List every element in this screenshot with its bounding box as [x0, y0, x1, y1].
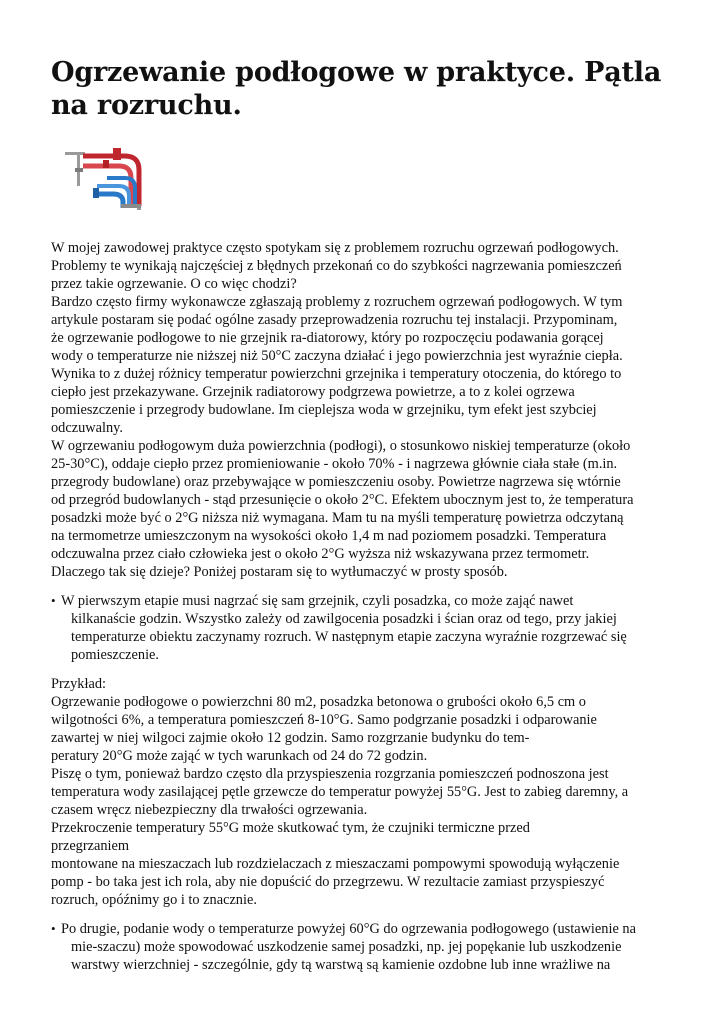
paragraph [51, 239, 675, 581]
text-line: posadzki może być o 2°G niższa niż wymagana. Mam tu na myśli temperaturę powietrza odczytaną [51, 510, 624, 526]
text-line: W mojej zawodowej praktyce często spotykam się z problemem rozruchu ogrzewań podłogowych. [51, 240, 619, 256]
article-body [51, 239, 675, 974]
text-line: ciepło jest przekazywane. Grzejnik radiatorowy podgrzewa powietrze, a to z kolei ogrzewa [51, 384, 575, 400]
text-line: od przegród budowlanych - stąd przesunięcie o około 2°C. Efektem ubocznym jest to, że temperatura [51, 492, 634, 508]
pipes-heating-icon [63, 146, 157, 212]
list-item [51, 920, 675, 974]
text-line: przegrody budowlane) oraz przebywające w pomieszczeniu osoby. Powietrze nagrzewa się wtórnie [51, 474, 621, 490]
bullet-icon: • [51, 921, 56, 936]
list-item-line: temperaturze obiektu zaczynamy rozruch. W następnym etapie zaczyna wyraźnie rozgrzewać się [71, 629, 627, 645]
text-line: W ogrzewaniu podłogowym duża powierzchnia (podłogi), o stosunkowo niskiej temperaturze (około [51, 438, 631, 454]
text-line: rozruch, opóźnimy go i to znacznie. [51, 892, 257, 908]
text-line: odczuwalny. [51, 420, 123, 436]
paragraph [51, 675, 675, 909]
text-line: artykule postaram się podać ogólne zasady przeprowadzenia rozruchu tej instalacji. Przypominam, [51, 312, 618, 328]
text-line: odczuwalna przez ciało człowieka jest o około 2°G wyższa niż wskazywana przez termometr. [51, 546, 590, 562]
text-line: Przekroczenie temperatury 55°G może skutkować tym, że czujniki termiczne przed [51, 820, 530, 836]
text-line: Dlaczego tak się dzieje? Poniżej postaram się to wytłumaczyć w prosty sposób. [51, 564, 508, 580]
text-line: 25-30°C), oddaje ciepło przez promieniowanie - około 70% - i nagrzewa głównie ciała stałe (m.in. [51, 456, 618, 472]
page-title: Ogrzewanie podłogowe w praktyce. Pątla na rozruchu. [51, 57, 662, 121]
text-line: wody o temperaturze nie niższej niż 50°C zaczyna działać i jego powierzchnia jest wyraźnie ciepła. [51, 348, 623, 364]
text-line: Bardzo często firmy wykonawcze zgłaszają problemy z rozruchem ogrzewań podłogowych. W tym [51, 294, 623, 310]
bullet-icon: • [51, 593, 56, 608]
text-line: peratury 20°G może zająć w tych warunkach od 24 do 72 godzin. [51, 748, 428, 764]
text-line: że ogrzewanie podłogowe to nie grzejnik ra-diatorowy, który po rozpoczęciu podawania gorącej [51, 330, 604, 346]
text-line: pomieszczenie i przegrody budowlane. Im cieplejsza woda w grzejniku, tym efekt jest szybciej [51, 402, 597, 418]
block-spacer [51, 581, 675, 592]
list-item-line: Po drugie, podanie wody o temperaturze powyżej 60°G do ogrzewania podłogowego (ustawienie na [61, 921, 636, 937]
text-line: Przykład: [51, 676, 106, 692]
text-line: przegrzaniem [51, 838, 130, 854]
text-line: Problemy te wynikają najczęściej z błędnych przekonań co do szybkości nagrzewania pomieszczeń [51, 258, 622, 274]
article [51, 56, 675, 974]
text-line: montowane na mieszaczach lub rozdzielaczach z mieszaczami pompowymi spowodują wyłączenie [51, 856, 620, 872]
list-item-line: kilkanaście godzin. Wszystko zależy od zawilgocenia posadzki i ścian oraz od tego, przy jakiej [71, 611, 617, 627]
list-item-line: mie-szaczu) może spowodować uszkodzenie samej posadzki, np. jej popękanie lub uszkodzenie [71, 939, 622, 955]
text-line: Piszę o tym, ponieważ bardzo często dla przyspieszenia rozgrzania pomieszczeń podnoszona jest [51, 766, 609, 782]
text-line: wilgotności 6%, a temperatura pomieszczeń 8-10°G. Samo podgrzanie posadzki i odparowanie [51, 712, 597, 728]
text-line: na termometrze umieszczonym na wysokości około 1,4 m nad poziomem posadzki. Temperatura [51, 528, 607, 544]
list-item-line: warstwy wierzchniej - szczególnie, gdy tą warstwą są kamienie ozdobne lub inne wrażliwe na [71, 957, 611, 973]
text-line: zawartej w niej wilgoci zajmie około 12 godzin. Samo rozgrzanie budynku do tem- [51, 730, 530, 746]
text-line: czasem wręcz niebezpieczny dla trwałości ogrzewania. [51, 802, 368, 818]
block-spacer [51, 664, 675, 675]
list-item-line: pomieszczenie. [71, 647, 160, 663]
text-line: temperatura wody zasilającej pętle grzewcze do temperatur powyżej 55°G. Jest to zabieg daremny, a [51, 784, 629, 800]
text-line: pomp - bo taka jest ich rola, aby nie dopuścić do przegrzewu. W rezultacie zamiast przyspieszyć [51, 874, 605, 890]
text-line: przez takie ogrzewanie. O co więc chodzi? [51, 276, 297, 292]
list-item-line: W pierwszym etapie musi nagrzać się sam grzejnik, czyli posadzka, co może zająć nawet [61, 593, 574, 609]
block-spacer [51, 909, 675, 920]
article-image [63, 146, 157, 212]
text-line: Ogrzewanie podłogowe o powierzchni 80 m2, posadzka betonowa o grubości około 6,5 cm o [51, 694, 586, 710]
list-item [51, 592, 675, 664]
text-line: Wynika to z dużej różnicy temperatur powierzchni grzejnika i temperatury otoczenia, do którego to [51, 366, 622, 382]
